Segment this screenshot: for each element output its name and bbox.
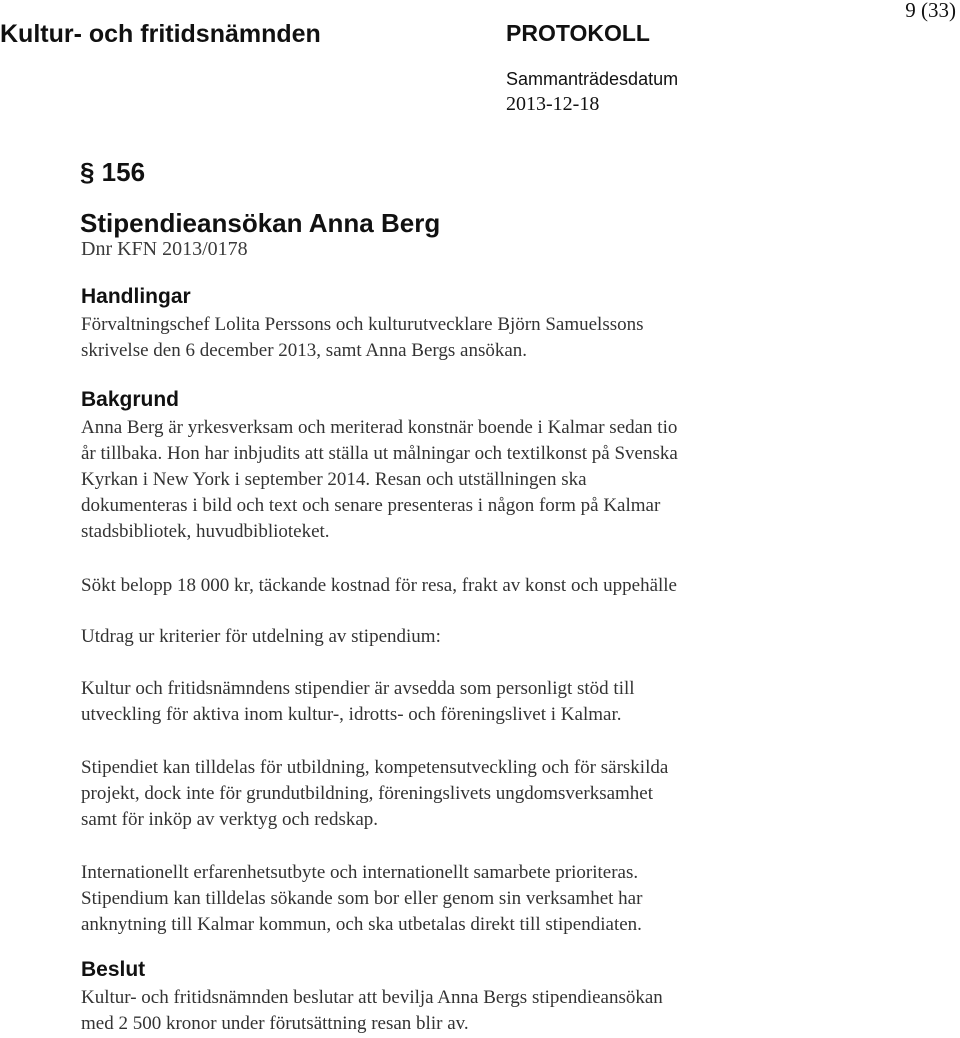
- amount-paragraph: [81, 573, 941, 599]
- text-line: med 2 500 kronor under förutsättning resan blir av.: [81, 1013, 469, 1034]
- text-line: skrivelse den 6 december 2013, samt Anna Bergs ansökan.: [81, 340, 528, 361]
- handlingar-heading: Handlingar: [81, 285, 191, 308]
- text-line: Stipendium kan tilldelas sökande som bor eller genom sin verksamhet har: [81, 888, 643, 909]
- text-line: utveckling för aktiva inom kultur-, idrotts- och föreningslivet i Kalmar.: [81, 704, 622, 725]
- text-line: Kultur- och fritidsnämnden beslutar att bevilja Anna Bergs stipendieansökan: [81, 987, 663, 1008]
- criteria-paragraph-3: [81, 860, 941, 938]
- text-line: år tillbaka. Hon har inbjudits att ställa ut målningar och textilkonst på Svenska: [81, 443, 678, 464]
- text-line: dokumenteras i bild och text och senare presenteras i någon form på Kalmar: [81, 495, 661, 516]
- bakgrund-heading: Bakgrund: [81, 388, 180, 411]
- text-line: Kyrkan i New York i september 2014. Resan och utställningen ska: [81, 469, 587, 490]
- text-line: Kultur och fritidsnämndens stipendier är avsedda som personligt stöd till: [81, 678, 635, 699]
- text-line: Förvaltningschef Lolita Perssons och kulturutvecklare Björn Samuelssons: [81, 314, 644, 335]
- committee-name: Kultur- och fritidsnämnden: [0, 20, 321, 48]
- criteria-paragraph-2: [81, 755, 941, 833]
- beslut-heading: Beslut: [81, 958, 146, 981]
- text-line: Utdrag ur kriterier för utdelning av stipendium:: [81, 626, 441, 647]
- meeting-date-label: Sammanträdesdatum: [506, 69, 679, 89]
- criteria-paragraph-1: [81, 676, 941, 728]
- text-line: Anna Berg är yrkesverksam och meriterad konstnär boende i Kalmar sedan tio: [81, 417, 678, 438]
- text-line: projekt, dock inte för grundutbildning, föreningslivets ungdomsverksamhet: [81, 783, 654, 804]
- page-number: 9 (33): [905, 0, 956, 22]
- text-line: Internationellt erfarenhetsutbyte och internationellt samarbete prioriteras.: [81, 862, 639, 883]
- meeting-date: 2013-12-18: [506, 93, 600, 115]
- text-line: Stipendiet kan tilldelas för utbildning, kompetensutveckling och för särskilda: [81, 757, 669, 778]
- case-reference-number: Dnr KFN 2013/0178: [81, 238, 248, 260]
- text-line: samt för inköp av verktyg och redskap.: [81, 809, 379, 830]
- text-line: Sökt belopp 18 000 kr, täckande kostnad för resa, frakt av konst och uppehälle: [81, 575, 677, 596]
- document-type: PROTOKOLL: [506, 20, 650, 46]
- case-title: Stipendieansökan Anna Berg: [80, 208, 441, 238]
- bakgrund-paragraph: [81, 415, 941, 545]
- text-line: anknytning till Kalmar kommun, och ska utbetalas direkt till stipendiaten.: [81, 914, 642, 935]
- beslut-paragraph: [81, 985, 941, 1037]
- text-line: stadsbibliotek, huvudbiblioteket.: [81, 521, 330, 542]
- criteria-intro: [81, 624, 941, 650]
- section-number: § 156: [80, 157, 146, 187]
- handlingar-paragraph: [81, 312, 941, 364]
